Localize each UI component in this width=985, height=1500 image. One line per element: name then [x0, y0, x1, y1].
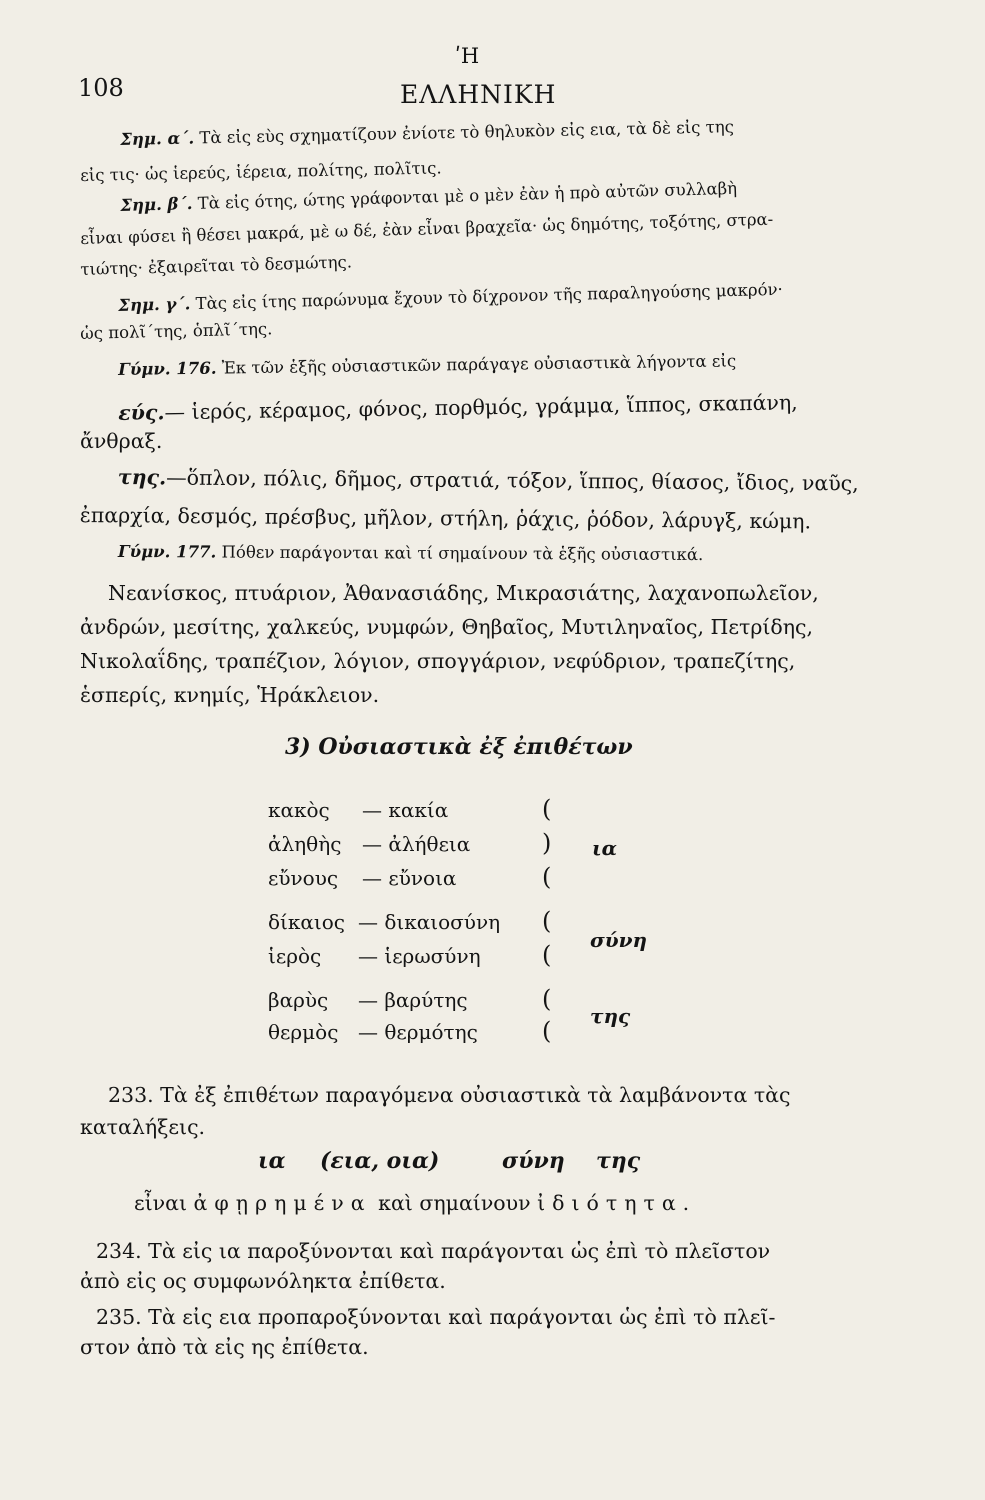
adj-ieros: ἱερὸς: [268, 944, 322, 968]
note-a-label: Σημ. α΄.: [120, 128, 195, 149]
exercise-177-text: Πόθεν παράγονται καὶ τί σημαίνουν τὰ ἑξῆς οὐσιαστικά.: [221, 542, 704, 565]
adj-alithis: ἀληθὴς: [268, 832, 342, 856]
noun-dikaiosyni: — δικαιοσύνη: [358, 910, 501, 934]
adj-dikaios: δίκαιος: [268, 910, 345, 934]
exercise-176-heading: [118, 349, 736, 381]
note-c-text: Τὰς εἰς ίτης παρώνυμα ἔχουν τὸ δίχρονον τῆς παραληγούσης μακρόν·: [195, 279, 784, 314]
eus-words: — ἱερός, κέραμος, φόνος, πορθμός, γράμμα, ἵππος, σκαπάνη,: [164, 390, 798, 425]
p233-line1: 233. Τὰ ἐξ ἐπιθέτων παραγόμενα οὐσιαστικὰ τὰ λαμβάνοντα τὰς: [108, 1083, 791, 1107]
noun-thermotis: — θερμότης: [358, 1020, 478, 1044]
header-mark: ʹΗ: [455, 44, 480, 68]
note-b-text: Τὰ εἰς ότης, ώτης γράφονται μὲ ο μὲν ἐὰν ἡ πρὸ αὐτῶν συλλαβὴ: [197, 178, 738, 213]
exercise-177-line4: ἑσπερίς, κνημίς, Ἡράκλειον.: [80, 683, 380, 707]
suffix-ia: ια: [592, 836, 618, 860]
p234-line2: ἀπὸ εἰς ος συμφωνόληκτα ἐπίθετα.: [80, 1269, 446, 1293]
section-title: 3) Οὐσιαστικὰ ἐξ ἐπιθέτων: [285, 734, 633, 760]
paren-3: (: [542, 863, 552, 891]
suffix-syni: σύνη: [590, 928, 648, 952]
paren-4: (: [542, 907, 552, 935]
noun-kakia: — κακία: [362, 798, 449, 822]
p235-line1: 235. Τὰ εἰς εια προπαροξύνονται καὶ παράγονται ὡς ἐπὶ τὸ πλεῖ-: [96, 1305, 776, 1329]
noun-eunoia: — εὔνοια: [362, 866, 457, 890]
p235-line2: στον ἀπὸ τὰ εἰς ης ἐπίθετα.: [80, 1335, 369, 1359]
exercise-177-line2: ἀνδρών, μεσίτης, χαλκεύς, νυμφών, Θηβαῖος, Μυτιληναῖος, Πετρίδης,: [80, 615, 814, 639]
eus-line1: [118, 387, 798, 428]
exercise-176-text: Ἐκ τῶν ἑξῆς οὐσιαστικῶν παράγαγε οὐσιαστικὰ λήγοντα εἰς: [221, 351, 737, 378]
running-title: ΕΛΛΗΝΙΚΗ: [400, 80, 557, 109]
p234-line1: 234. Τὰ εἰς ια παροξύνονται καὶ παράγονται ὡς ἐπὶ τὸ πλεῖστον: [96, 1239, 771, 1263]
ending-eia-oia: (εια, οια): [320, 1148, 440, 1174]
exercise-177-label: Γύμν. 177.: [117, 542, 217, 562]
note-b-line2: εἶναι φύσει ἢ θέσει μακρά, μὲ ω δέ, ἐὰν εἶναι βραχεῖα· ὡς δημότης, τοξότης, στρα-: [80, 209, 774, 248]
paren-2: ): [542, 829, 552, 857]
ending-syni: σύνη: [502, 1148, 565, 1174]
note-b-line3: τιώτης· ἐξαιρεῖται τὸ δεσμώτης.: [80, 252, 353, 279]
note-c-line1: [118, 278, 783, 317]
exercise-177-line1: Νεανίσκος, πτυάριον, Ἀθανασιάδης, Μικρασιάτης, λαχανοπωλεῖον,: [108, 581, 819, 605]
p233-spaced-abstract: ἀφῃρημένα: [193, 1191, 372, 1215]
ending-ia: ια: [258, 1148, 286, 1174]
eus-line2: ἄνθραξ.: [80, 429, 163, 453]
exercise-177-heading: [118, 540, 703, 566]
adj-kakos: κακὸς: [268, 798, 330, 822]
note-a-line1: [120, 115, 734, 151]
eus-label: εύς.: [118, 400, 165, 425]
note-c-line2: ὡς πολῖ΄της, ὁπλῖ΄της.: [80, 319, 273, 343]
adj-eunous: εὔνους: [268, 866, 339, 890]
note-a-text: Τὰ εἰς εὺς σχηματίζουν ἐνίοτε τὸ θηλυκὸν εἰς εια, τὰ δὲ εἰς της: [199, 117, 735, 148]
suffix-tis: της: [590, 1004, 631, 1028]
ending-tis: της: [596, 1148, 641, 1174]
note-b-label: Σημ. β΄.: [120, 193, 193, 215]
paren-1: (: [542, 795, 552, 823]
adj-thermos: θερμὸς: [268, 1020, 339, 1044]
p233-mid: καὶ σημαίνουν: [378, 1191, 531, 1215]
note-a-line2: εἰς τις· ὡς ἱερεύς, ἱέρεια, πολίτης, πολῖτις.: [80, 158, 442, 185]
tis-label: της.: [117, 464, 167, 490]
p233-pre: εἶναι: [134, 1191, 188, 1215]
paren-6: (: [542, 985, 552, 1013]
tis-line1: [118, 462, 859, 498]
note-c-label: Σημ. γ΄.: [118, 294, 191, 315]
tis-line2: ἐπαρχία, δεσμός, πρέσβυς, μῆλον, στήλη, ῥάχις, ῥόδον, λάρυγξ, κώμη.: [79, 502, 812, 534]
exercise-176-label: Γύμν. 176.: [118, 358, 217, 379]
paren-7: (: [542, 1017, 552, 1045]
exercise-177-line3: Νικολαΐδης, τραπέζιον, λόγιον, σπογγάριον, νεφύδριον, τραπεζίτης,: [80, 649, 796, 673]
page-number: 108: [78, 74, 124, 102]
p233-line2: καταλήξεις.: [80, 1115, 206, 1139]
paren-5: (: [542, 941, 552, 969]
noun-alitheia: — ἀλήθεια: [362, 832, 471, 856]
p233-spaced-quality: ἰδιότητα.: [537, 1191, 697, 1215]
noun-varytis: — βαρύτης: [358, 988, 468, 1012]
noun-ierosyni: — ἱερωσύνη: [358, 944, 481, 968]
p233-line3: [134, 1188, 696, 1218]
adj-varys: βαρὺς: [268, 988, 329, 1012]
tis-words: —ὅπλον, πόλις, δῆμος, στρατιά, τόξον, ἵππος, θίασος, ἴδιος, ναῦς,: [166, 465, 859, 496]
